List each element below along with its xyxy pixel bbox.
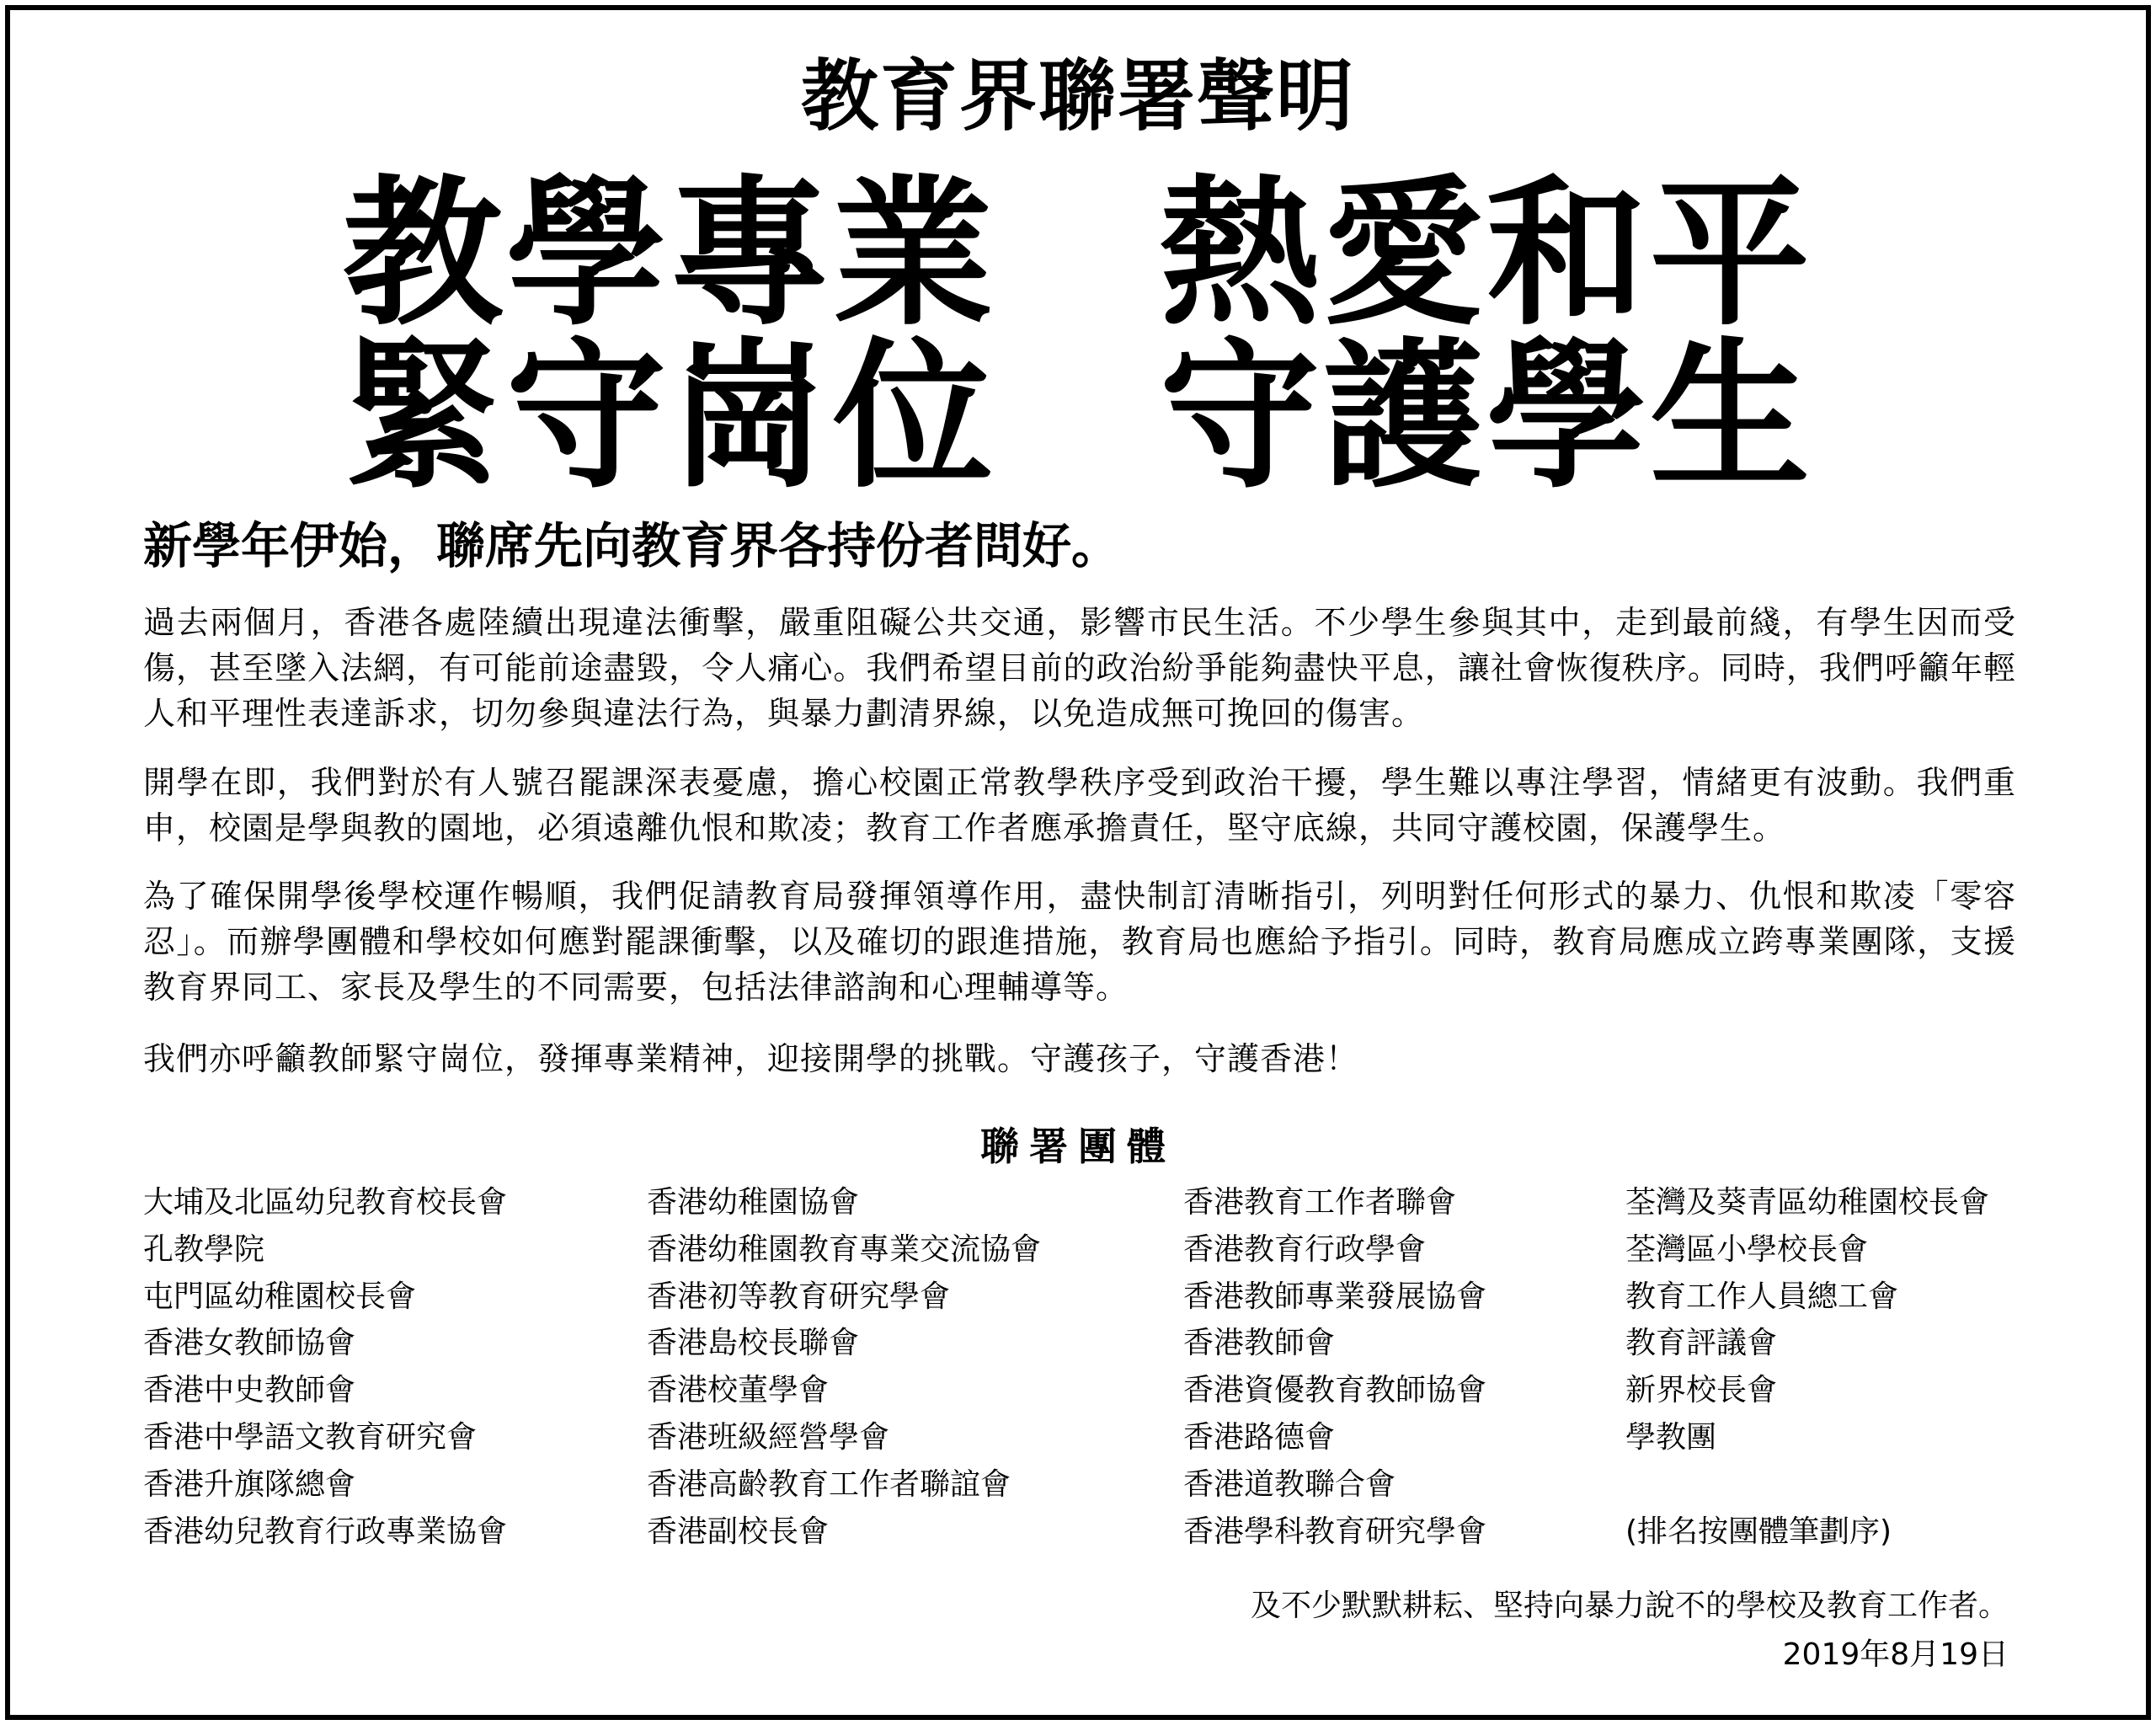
signatories-title: 聯署團體 [980,1124,1176,1169]
signatory-item: 香港女教師協會 [143,1326,356,1361]
slogan-line-2: 緊守崗位 守護學生 [342,323,1813,510]
paragraph-3: 為了確保開學後學校運作暢順，我們促請教育局發揮領導作用，盡快制訂清晰指引，列明對任何形式的暴力、仇恨和欺凌「零容忍」。而辦學團體和學校如何應對罷課衝擊，以及確切的跟進措施，教育局也應給予指引。同時，教育局應成立跨專業團隊，支援教育界同工、家長及學生的不同需要，包括法律諮詢和心理輔導等。 [143,878,2016,1006]
signatory-item: 荃灣及葵青區幼稚園校長會 [1625,1185,1990,1220]
signatory-item: 香港道教聯合會 [1183,1466,1396,1502]
signatory-item: 孔教學院 [143,1231,265,1267]
signatories-column-4 [1625,1179,1989,1461]
paragraph-2: 開學在即，我們對於有人號召罷課深表憂慮，擔心校園正常教學秩序受到政治干擾，學生難以專注學習，情緒更有波動。我們重申，校園是學與教的園地，必須遠離仇恨和欺凌；教育工作者應承擔責任，堅守底線，共同守護校園，保護學生。 [143,764,2016,846]
signatory-item: 香港島校長聯會 [647,1326,860,1361]
signatory-item: 香港中史教師會 [143,1373,356,1408]
signatory-item: 香港幼兒教育行政專業協會 [143,1514,508,1549]
statement-date: 2019年8月19日 [1782,1637,2009,1672]
paragraph-1: 過去兩個月，香港各處陸續出現違法衝擊，嚴重阻礙公共交通，影響市民生活。不少學生參與其中，走到最前綫，有學生因而受傷，甚至墜入法網，有可能前途盡毀，令人痛心。我們希望目前的政治紛爭能夠盡快平息，讓社會恢復秩序。同時，我們呼籲年輕人和平理性表達訴求，切勿參與違法行為，與暴力劃清界線，以免造成無可挽回的傷害。 [143,604,2016,732]
signatory-item: 香港幼稚園教育專業交流協會 [647,1231,1042,1267]
signatories-column-3 [1183,1179,1486,1555]
closing-note: 及不少默默耕耘、堅持向暴力說不的學校及教育工作者。 [1250,1589,2009,1623]
signatory-item: 香港教育工作者聯會 [1183,1185,1457,1220]
greeting-heading: 新學年伊始，聯席先向教育界各持份者問好。 [143,517,1121,574]
signatory-item: 香港升旗隊總會 [143,1466,356,1502]
signatory-item: 香港學科教育研究學會 [1183,1514,1487,1549]
signatory-item: 香港路德會 [1183,1419,1336,1455]
signatory-item: 屯門區幼稚園校長會 [143,1279,417,1314]
signatory-item: 香港校董學會 [647,1373,830,1408]
signatories-column-2 [647,1179,1041,1555]
signatory-item: 香港教師專業發展協會 [1183,1279,1487,1314]
signatory-item: 香港初等教育研究學會 [647,1279,951,1314]
signatory-item: 香港資優教育教師協會 [1183,1373,1487,1408]
signatory-item: 新界校長會 [1625,1373,1778,1408]
ordering-note: (排名按團體筆劃序) [1625,1514,1892,1549]
signatory-item: 教育工作人員總工會 [1625,1279,1899,1314]
signatory-item: 香港班級經營學會 [647,1419,890,1455]
signatory-item: 香港教育行政學會 [1183,1231,1427,1267]
signatory-item: 教育評議會 [1625,1326,1778,1361]
signatory-item: 香港教師會 [1183,1326,1336,1361]
slogan-line-1: 教學專業 熱愛和平 [342,161,1813,347]
signatory-item: 香港高齡教育工作者聯誼會 [647,1466,1011,1502]
signatory-item: 香港幼稚園協會 [647,1185,860,1220]
signatory-item: 荃灣區小學校長會 [1625,1231,1869,1267]
signatory-item: 香港中學語文教育研究會 [143,1419,478,1455]
signatories-column-1 [143,1179,507,1555]
signatory-item: 香港副校長會 [647,1514,830,1549]
signatory-item: 學教團 [1625,1419,1717,1455]
page-title: 教育界聯署聲明 [800,51,1355,142]
paragraph-4: 我們亦呼籲教師緊守崗位，發揮專業精神，迎接開學的挑戰。守護孩子，守護香港！ [143,1040,1359,1077]
signatory-item: 大埔及北區幼兒教育校長會 [143,1185,508,1220]
